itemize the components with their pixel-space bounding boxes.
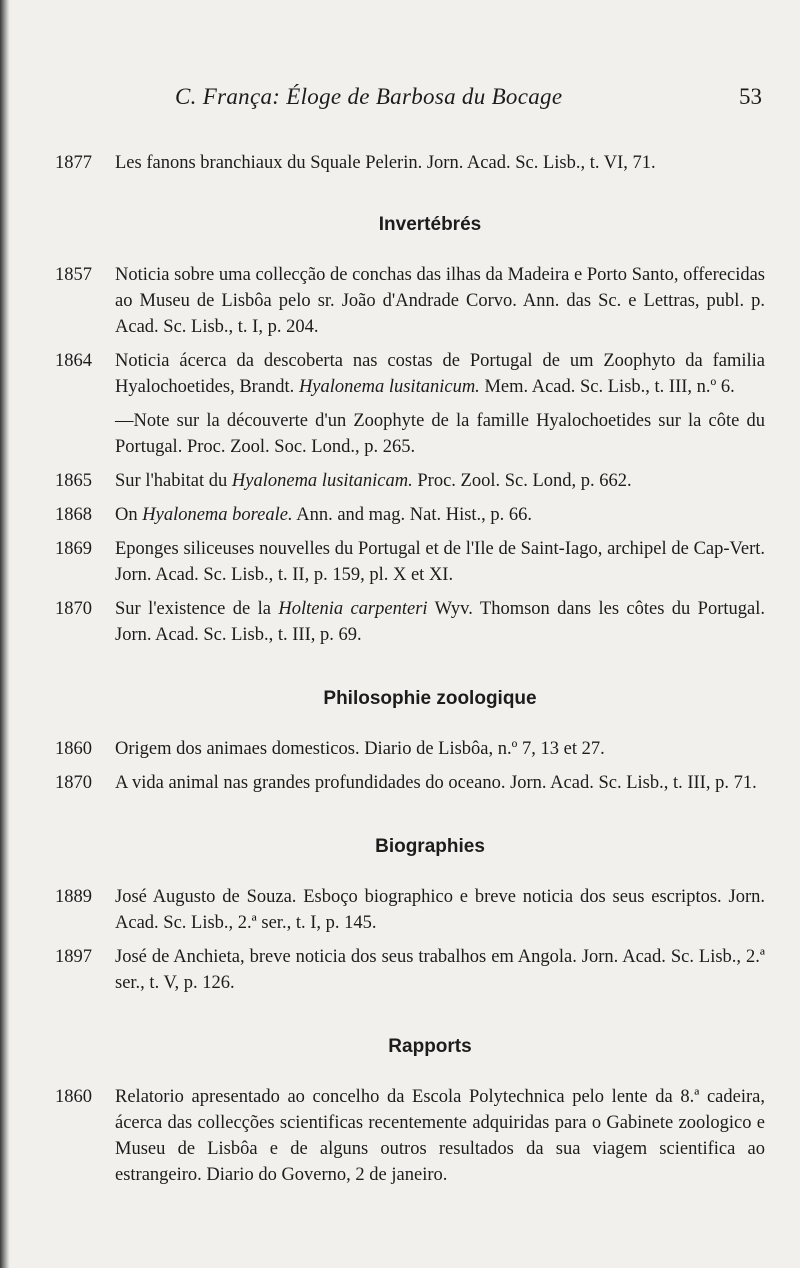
bibliography-entry: [55, 596, 765, 648]
entry-text-segment: Relatorio apresentado ao concelho da Escola Polytechnica pelo lente da 8.ª cadeira, ácerca das collecções scientificas recentemente adquiridas para o Gabinete zoologico e Museu de Lisbôa e de alguns outros resultados da sua viagem scientifica ao estrangeiro. Diario do Governo, 2 de janeiro.: [115, 1087, 765, 1185]
entry-text-segment: Origem dos animaes domesticos. Diario de Lisbôa, n.º 7, 13 et 27.: [115, 739, 605, 759]
bibliography-section: [55, 214, 765, 648]
entry-year: 1868: [55, 505, 92, 525]
bibliography-entry: [55, 408, 765, 460]
entry-text-segment: Wyv. Thomson dans les côtes du Portugal. Jorn. Acad. Sc. Lisb., t. III, p. 69.: [115, 599, 765, 645]
bibliography-entry: [55, 262, 765, 340]
entry-text-segment: Noticia sobre uma collecção de conchas das ilhas da Madeira e Porto Santo, offerecidas ao Museu de Lisbôa pelo sr. João d'Andrade Corvo. Ann. das Sc. e Lettras, publ. p. Acad. Sc. Lisb., t. I, p. 204.: [115, 265, 765, 337]
entry-text: [115, 408, 765, 460]
entry-text: [115, 348, 765, 400]
entry-text: [115, 1084, 765, 1188]
running-title: C. França: Éloge de Barbosa du Bocage: [175, 84, 563, 109]
bibliography-section: [55, 1036, 765, 1188]
entry-text: [115, 262, 765, 340]
entry-text: [115, 502, 765, 528]
entry-year: 1897: [55, 947, 92, 967]
bibliography-entry: [55, 884, 765, 936]
entry-taxon-name: Hyalonema boreale.: [142, 505, 293, 525]
entry-text-segment: Proc. Zool. Sc. Lond, p. 662.: [412, 471, 632, 491]
bibliography-entry: [55, 770, 765, 796]
entry-year: 1877: [55, 153, 92, 173]
entry-text-segment: Mem. Acad. Sc. Lisb., t. III, n.º 6.: [479, 377, 735, 397]
entry-text: [115, 884, 765, 936]
entry-year: 1865: [55, 471, 92, 491]
entry-text-segment: Les fanons branchiaux du Squale Pelerin. Jorn. Acad. Sc. Lisb., t. VI, 71.: [115, 153, 656, 173]
entry-text: [115, 736, 765, 762]
entry-text-segment: José de Anchieta, breve noticia dos seus trabalhos em Angola. Jorn. Acad. Sc. Lisb., 2.ª ser., t. V, p. 126.: [115, 947, 765, 993]
entry-text: [115, 536, 765, 588]
bibliography-entry: [55, 944, 765, 996]
entry-year: 1860: [55, 739, 92, 759]
page-number: 53: [739, 84, 762, 109]
entry-text-segment: Eponges siliceuses nouvelles du Portugal et de l'Ile de Saint-Iago, archipel de Cap-Vert. Jorn. Acad. Sc. Lisb., t. II, p. 159, pl. X et XI.: [115, 539, 765, 585]
entry-taxon-name: Hyalonema lusitanicum.: [298, 377, 480, 397]
entry-text-segment: Sur l'existence de la: [115, 599, 279, 619]
page-binding-shadow: [0, 0, 10, 1268]
entry-text-segment: José Augusto de Souza. Esboço biographico e breve noticia dos seus escriptos. Jorn. Acad. Sc. Lisb., 2.ª ser., t. I, p. 145.: [115, 887, 765, 933]
entry-text-segment: Sur l'habitat du: [115, 471, 232, 491]
entry-text: [115, 596, 765, 648]
entry-text-segment: A vida animal nas grandes profundidades do oceano. Jorn. Acad. Sc. Lisb., t. III, p. 71.: [115, 773, 757, 793]
entry-text-segment: Noticia ácerca da descoberta nas costas de Portugal de um Zoophyto da familia Hyalochoetides, Brandt.: [115, 351, 765, 397]
entry-year: [55, 408, 115, 460]
section-heading: Invertébrés: [378, 214, 482, 235]
entry-text: [115, 944, 765, 996]
entry-text-segment: —Note sur la découverte d'un Zoophyte de la famille Hyalochoetides sur la côte du Portugal. Proc. Zool. Soc. Lond., p. 265.: [115, 411, 765, 457]
entry-taxon-name: Holtenia carpenteri: [278, 599, 428, 619]
bibliography-entry: [55, 536, 765, 588]
entry-year: 1857: [55, 265, 92, 285]
entry-year: 1870: [55, 773, 92, 793]
bibliography-section: [55, 688, 765, 796]
bibliography-entry: [55, 348, 765, 400]
entry-text: [115, 150, 765, 176]
bibliography-content: [55, 150, 765, 1196]
entry-text: [115, 770, 765, 796]
bibliography-entry: [55, 736, 765, 762]
section-heading: Rapports: [388, 1036, 472, 1057]
entry-year: 1869: [55, 539, 92, 559]
entry-year: 1864: [55, 351, 92, 371]
entry-text-segment: On: [115, 505, 143, 525]
bibliography-entry: [55, 1084, 765, 1188]
entry-text-segment: Ann. and mag. Nat. Hist., p. 66.: [292, 505, 533, 525]
bibliography-entry: [55, 150, 765, 176]
section-heading: Philosophie zoologique: [323, 688, 537, 709]
section-heading: Biographies: [375, 836, 485, 857]
entry-text: [115, 468, 765, 494]
entry-year: 1889: [55, 887, 92, 907]
bibliography-entry: [55, 468, 765, 494]
entry-year: 1870: [55, 599, 92, 619]
bibliography-section: [55, 836, 765, 996]
entry-year: 1860: [55, 1087, 92, 1107]
bibliography-entry: [55, 502, 765, 528]
entry-taxon-name: Hyalonema lusitanicam.: [231, 471, 413, 491]
bibliography-section: [55, 150, 765, 176]
